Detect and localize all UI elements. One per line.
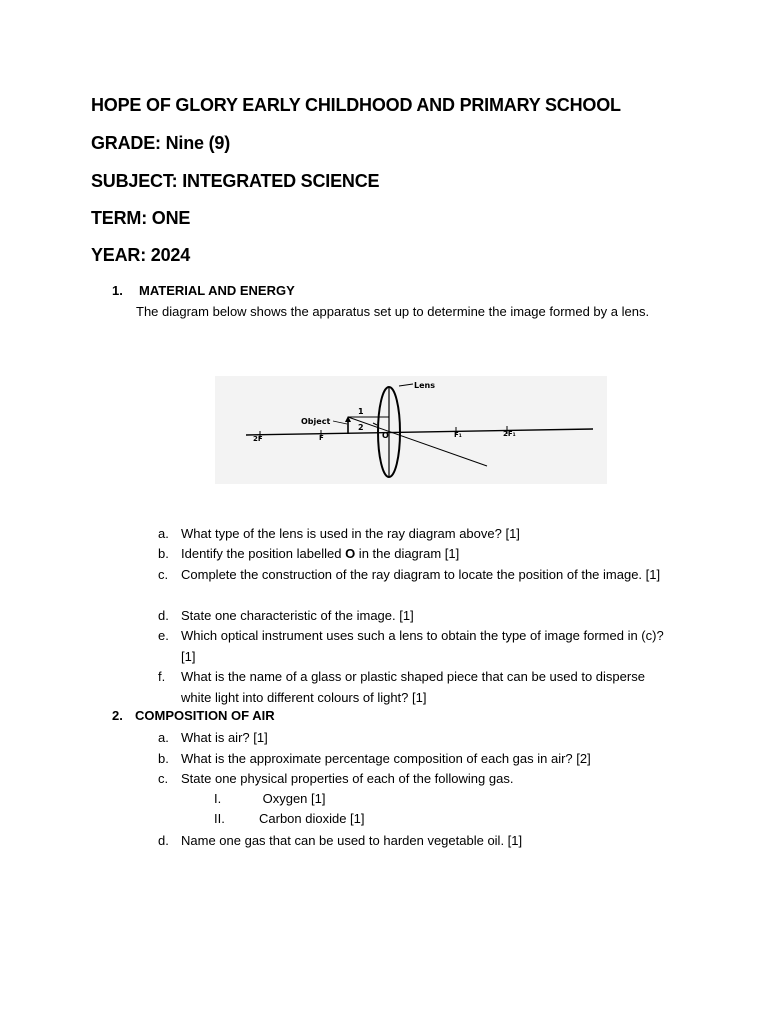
left-f-label: F	[319, 434, 324, 442]
item-label: e.	[158, 628, 169, 643]
question-2a	[158, 727, 678, 748]
item-label: a.	[158, 526, 169, 541]
ray-1-label: 1	[358, 407, 364, 416]
item-text	[181, 543, 678, 564]
grade-line: GRADE: Nine (9)	[91, 133, 231, 153]
item-text-pre: Identify the position labelled	[181, 546, 346, 561]
school-name: HOPE OF GLORY EARLY CHILDHOOD AND PRIMARY SCHOOL	[91, 95, 621, 115]
right-2f-label: 2F₁	[503, 430, 516, 438]
item-text: What is air? [1]	[181, 730, 268, 745]
question-1-intro: The diagram below shows the apparatus set up to determine the image formed by a lens.	[136, 304, 650, 319]
right-f-label: F₁	[454, 431, 462, 439]
question-2-heading	[112, 708, 275, 723]
question-1-number: 1.	[112, 283, 123, 298]
question-2d	[158, 830, 678, 851]
item-label: d.	[158, 833, 169, 848]
question-2b	[158, 748, 678, 769]
subject-line: SUBJECT: INTEGRATED SCIENCE	[91, 171, 380, 191]
question-1d	[158, 605, 678, 626]
item-text: State one characteristic of the image. [1]	[181, 608, 414, 623]
year-line: YEAR: 2024	[91, 245, 191, 265]
item-label: a.	[158, 730, 169, 745]
question-1c	[158, 564, 678, 585]
item-text: State one physical properties of each of the following gas.	[181, 771, 514, 786]
question-1-title: MATERIAL AND ENERGY	[139, 283, 295, 298]
question-1b	[158, 543, 678, 564]
lens-label: Lens	[414, 381, 435, 390]
question-2-title: COMPOSITION OF AIR	[135, 708, 275, 723]
question-1a	[158, 523, 678, 544]
subitem-label: I.	[214, 791, 222, 806]
item-label: b.	[158, 546, 169, 561]
question-2c	[158, 768, 678, 789]
optical-centre-label: O	[382, 431, 389, 440]
item-label: c.	[158, 567, 169, 582]
item-text: What type of the lens is used in the ray diagram above? [1]	[181, 526, 520, 541]
question-1e	[158, 625, 678, 667]
question-2-number: 2.	[112, 708, 123, 723]
item-label: d.	[158, 608, 169, 623]
item-text-post: in the diagram [1]	[355, 546, 460, 561]
question-1-heading	[112, 283, 295, 298]
question-2c-i	[214, 789, 325, 809]
lens-ray-diagram	[215, 376, 607, 484]
item-text: Which optical instrument uses such a lens to obtain the type of image formed in (c)? [1]	[181, 628, 664, 664]
item-text: What is the name of a glass or plastic shaped piece that can be used to disperse white light into different colours of light? [1]	[181, 669, 645, 705]
item-text-bold: O	[345, 546, 356, 561]
item-label: b.	[158, 751, 169, 766]
question-2c-ii	[214, 809, 365, 829]
item-text: What is the approximate percentage composition of each gas in air? [2]	[181, 751, 591, 766]
left-2f-label: 2F	[253, 435, 263, 443]
subitem-label: II.	[214, 811, 225, 826]
item-label: f.	[158, 669, 166, 684]
term-line: TERM: ONE	[91, 208, 191, 228]
item-text: Complete the construction of the ray diagram to locate the position of the image. [1]	[181, 567, 661, 582]
subitem-text: Oxygen [1]	[259, 791, 326, 806]
subitem-text: Carbon dioxide [1]	[259, 811, 365, 826]
item-text: Name one gas that can be used to harden vegetable oil. [1]	[181, 833, 523, 848]
object-label: Object	[301, 417, 331, 426]
ray-2-label: 2	[358, 423, 364, 432]
item-label: c.	[158, 771, 169, 786]
question-1f	[158, 666, 678, 708]
